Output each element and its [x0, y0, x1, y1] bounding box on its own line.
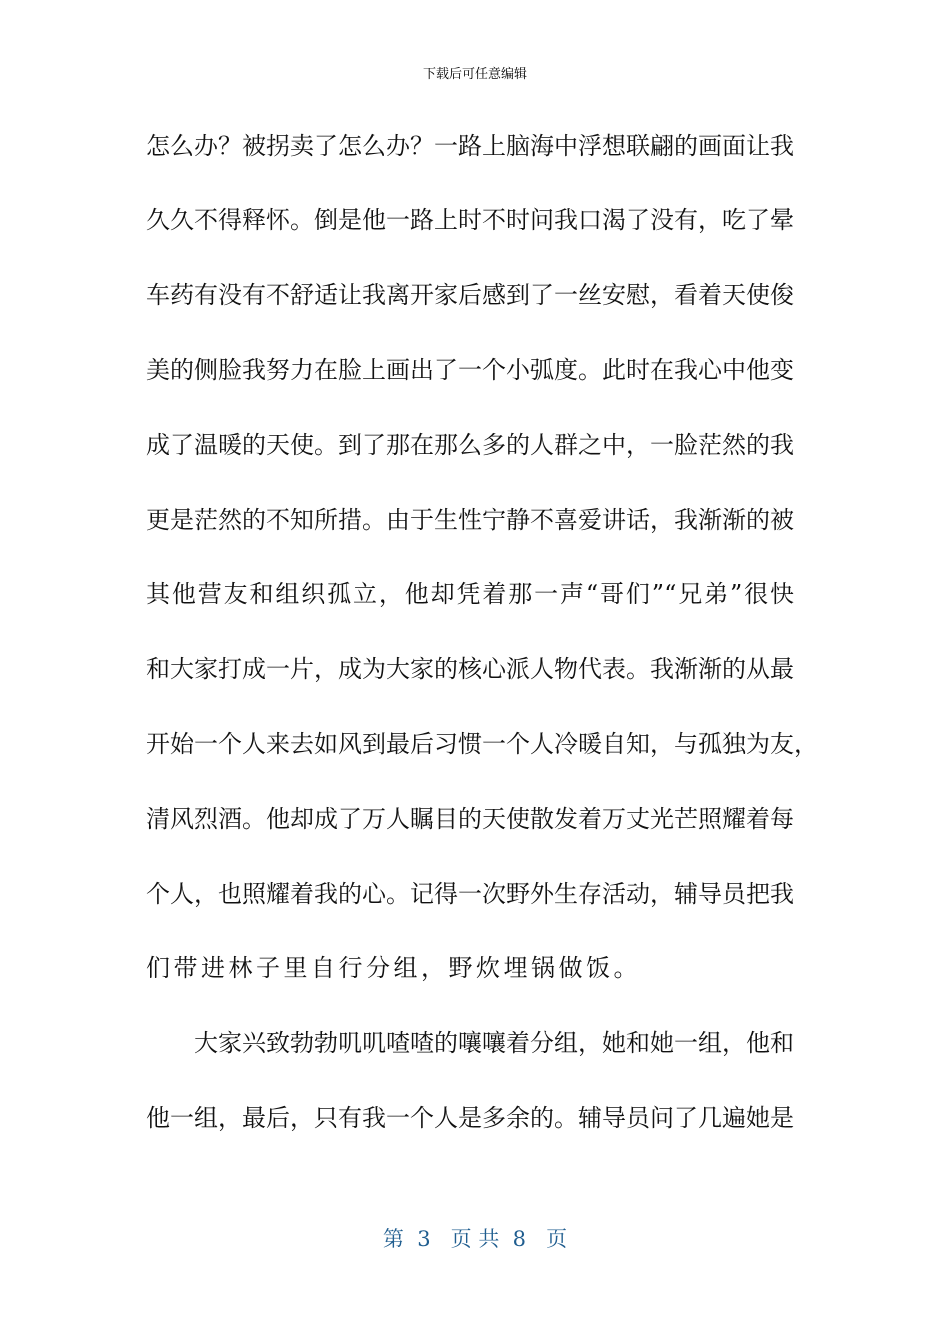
body-line: 怎么办？被拐卖了怎么办？一路上脑海中浮想联翩的画面让我 [146, 132, 794, 160]
body-line: 车药有没有不舒适让我离开家后感到了一丝安慰，看着天使俊 [146, 281, 794, 309]
body-line: 其他营友和组织孤立，他却凭着那一声“哥们”“兄弟”很快 [146, 580, 794, 608]
page-number: 第 3 页 共 8 页 [382, 1227, 568, 1251]
body-line: 清风烈酒。他却成了万人瞩目的天使散发着万丈光芒照耀着每 [146, 805, 794, 833]
body-line: 更是茫然的不知所措。由于生性宁静不喜爱讲话，我渐渐的被 [146, 506, 794, 534]
body-line: 们带进林子里自行分组，野炊埋锅做饭。 [146, 954, 641, 982]
body-line: 久久不得释怀。倒是他一路上时不时问我口渴了没有，吃了晕 [146, 206, 794, 234]
body-line: 美的侧脸我努力在脸上画出了一个小弧度。此时在我心中他变 [146, 356, 794, 384]
body-line: 成了温暖的天使。到了那在那么多的人群之中，一脸茫然的我 [146, 431, 794, 459]
body-line: 开始一个人来去如风到最后习惯一个人冷暖自知，与孤独为友， [146, 730, 818, 758]
body-line: 个人，也照耀着我的心。记得一次野外生存活动，辅导员把我 [146, 880, 794, 908]
body-line-paragraph-start: 大家兴致勃勃叽叽喳喳的嚷嚷着分组，她和她一组，他和 [194, 1029, 794, 1057]
page-header: 下载后可任意编辑 [422, 67, 527, 82]
body-line: 他一组，最后，只有我一个人是多余的。辅导员问了几遍她是 [146, 1104, 794, 1132]
body-line: 和大家打成一片，成为大家的核心派人物代表。我渐渐的从最 [146, 655, 794, 683]
